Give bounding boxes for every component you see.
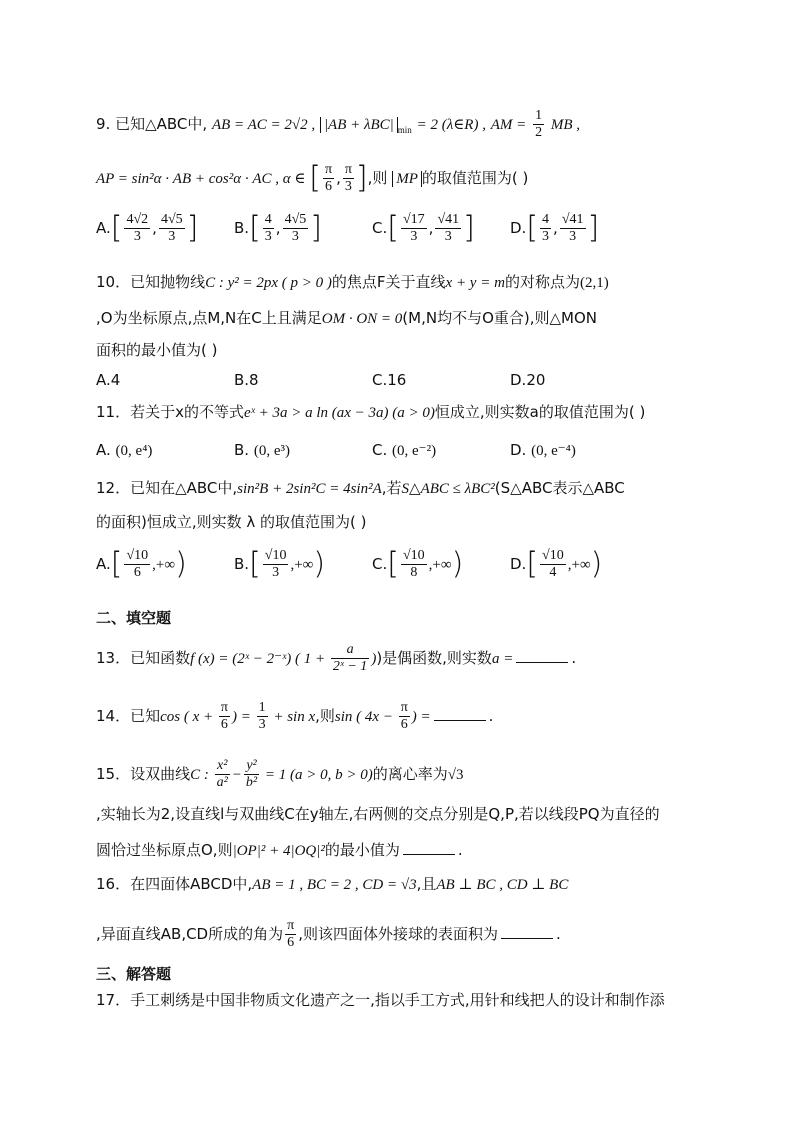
- q10-line-3: 面积的最小值为( ): [96, 341, 218, 359]
- q15-answer-blank[interactable]: [403, 840, 455, 855]
- q9-half: $\frac{1}{2}$: [535, 108, 543, 140]
- q12-line-1: 12．已知在△ABC中,sin²B + 2sin²C = 4sin²A,若S△ABC ≤ λBC²(S△ABC表示△ABC: [96, 479, 625, 497]
- section-fill-in-heading: 二、填空题: [96, 609, 172, 627]
- q15-line-2: ,实轴长为2,设直线l与双曲线C在y轴左,右两侧的交点分别是Q,P,若以线段PQ为直径的: [96, 805, 660, 823]
- q9-number: 9.: [96, 115, 111, 133]
- q10-line-1: 10．已知抛物线C : y² = 2px ( p > 0 )的焦点F关于直线x + y = m的对称点为(2,1): [96, 273, 609, 291]
- q16-line-1: 16．在四面体ABCD中,AB = 1 , BC = 2 , CD = √3,且AB ⊥ BC , CD ⊥ BC: [96, 875, 569, 893]
- q11-line-1: 11．若关于x的不等式eˣ + 3a > a ln (ax − 3a) (a > 0)恒成立,则实数a的取值范围为( ): [96, 403, 646, 421]
- q13-answer-blank[interactable]: [516, 648, 568, 663]
- q14-line: 14．已知cos ( x + $\frac{\pi}{6}$ ) = $\frac{1}{3}$ + sin x,则sin ( 4x − $\frac{\pi}{6}$ ) = .: [96, 700, 494, 732]
- q10-line-2: ,O为坐标原点,点M,N在C上且满足OM · ON = 0(M,N均不与O重合),则△MON: [96, 309, 598, 327]
- q12-option-c[interactable]: C.[ $\frac{√10}{8}$ ,+∞): [372, 546, 464, 582]
- q9-option-c[interactable]: C.[ $\frac{√17}{3}$ , $\frac{√41}{3}$ ]: [372, 210, 475, 246]
- q11-option-c[interactable]: C. (0, e⁻²): [372, 441, 437, 459]
- q12-option-d[interactable]: D.[ $\frac{√10}{4}$ ,+∞): [510, 546, 603, 582]
- q14-answer-blank[interactable]: [434, 706, 486, 721]
- q12-line-2: 的面积)恒成立,则实数 λ 的取值范围为( ): [96, 513, 367, 531]
- q17-line-1: 17．手工刺绣是中国非物质文化遗产之一,指以手工方式,用针和线把人的设计和制作添: [96, 991, 665, 1009]
- q10-option-b[interactable]: B.8: [234, 371, 259, 389]
- q9-line-2: AP = sin²α · AB + cos²α · AC , α ∈ [ $\frac{\pi}{6}$ , $\frac{\pi}{3}$ ],则 MP 的取值范围为( ): [96, 160, 529, 196]
- q13-line: 13．已知函数f (x) = (2ˣ − 2⁻ˣ) ( 1 + $\frac{a}{\text{2ˣ − 1}}$ ))是偶函数,则实数a = .: [96, 642, 577, 674]
- q11-option-b[interactable]: B. (0, e³): [234, 441, 290, 459]
- q15-line-3: 圆恰过坐标原点O,则|OP|² + 4|OQ|²的最小值为 .: [96, 841, 463, 859]
- section-answer-heading: 三、解答题: [96, 965, 172, 983]
- q12-options: [96, 548, 736, 592]
- q9-option-a[interactable]: A.[ $\frac{4√2}{3}$ , $\frac{4√5}{3}$ ]: [96, 210, 199, 246]
- q9-option-d[interactable]: D.[ $\frac{4}{3}$ , $\frac{√41}{3}$ ]: [510, 210, 600, 246]
- q10-option-a[interactable]: A.4: [96, 371, 121, 389]
- q10-option-d[interactable]: D.20: [510, 371, 546, 389]
- q12-option-b[interactable]: B.[ $\frac{√10}{3}$ ,+∞): [234, 546, 326, 582]
- q11-option-d[interactable]: D. (0, e⁻⁴): [510, 441, 576, 459]
- q9-option-b[interactable]: B.[ $\frac{4}{3}$ , $\frac{4√5}{3}$ ]: [234, 210, 322, 246]
- q16-answer-blank[interactable]: [501, 924, 553, 939]
- q15-line-1: 15．设双曲线C : $\frac{\text{x²}}{\text{a²}}$ − $\frac{\text{y²}}{\text{b²}}$ = 1 (a > 0, b > 0)的离心率为√3: [96, 758, 464, 790]
- q9-options: [96, 212, 736, 256]
- q10-option-c[interactable]: C.16: [372, 371, 407, 389]
- q11-option-a[interactable]: A. (0, e⁴): [96, 441, 153, 459]
- q12-option-a[interactable]: A.[ $\frac{√10}{6}$ ,+∞): [96, 546, 187, 582]
- q16-line-2: ,异面直线AB,CD所成的角为 $\frac{\pi}{6}$ ,则该四面体外接球的表面积为 .: [96, 918, 561, 950]
- q9-line-1: 9. 已知△ABC中, AB = AC = 2√2 , |AB + λBC| $_{min}$ = 2 (λ∈R) , AM = $\frac{1}{2}$ MB ,: [96, 108, 581, 140]
